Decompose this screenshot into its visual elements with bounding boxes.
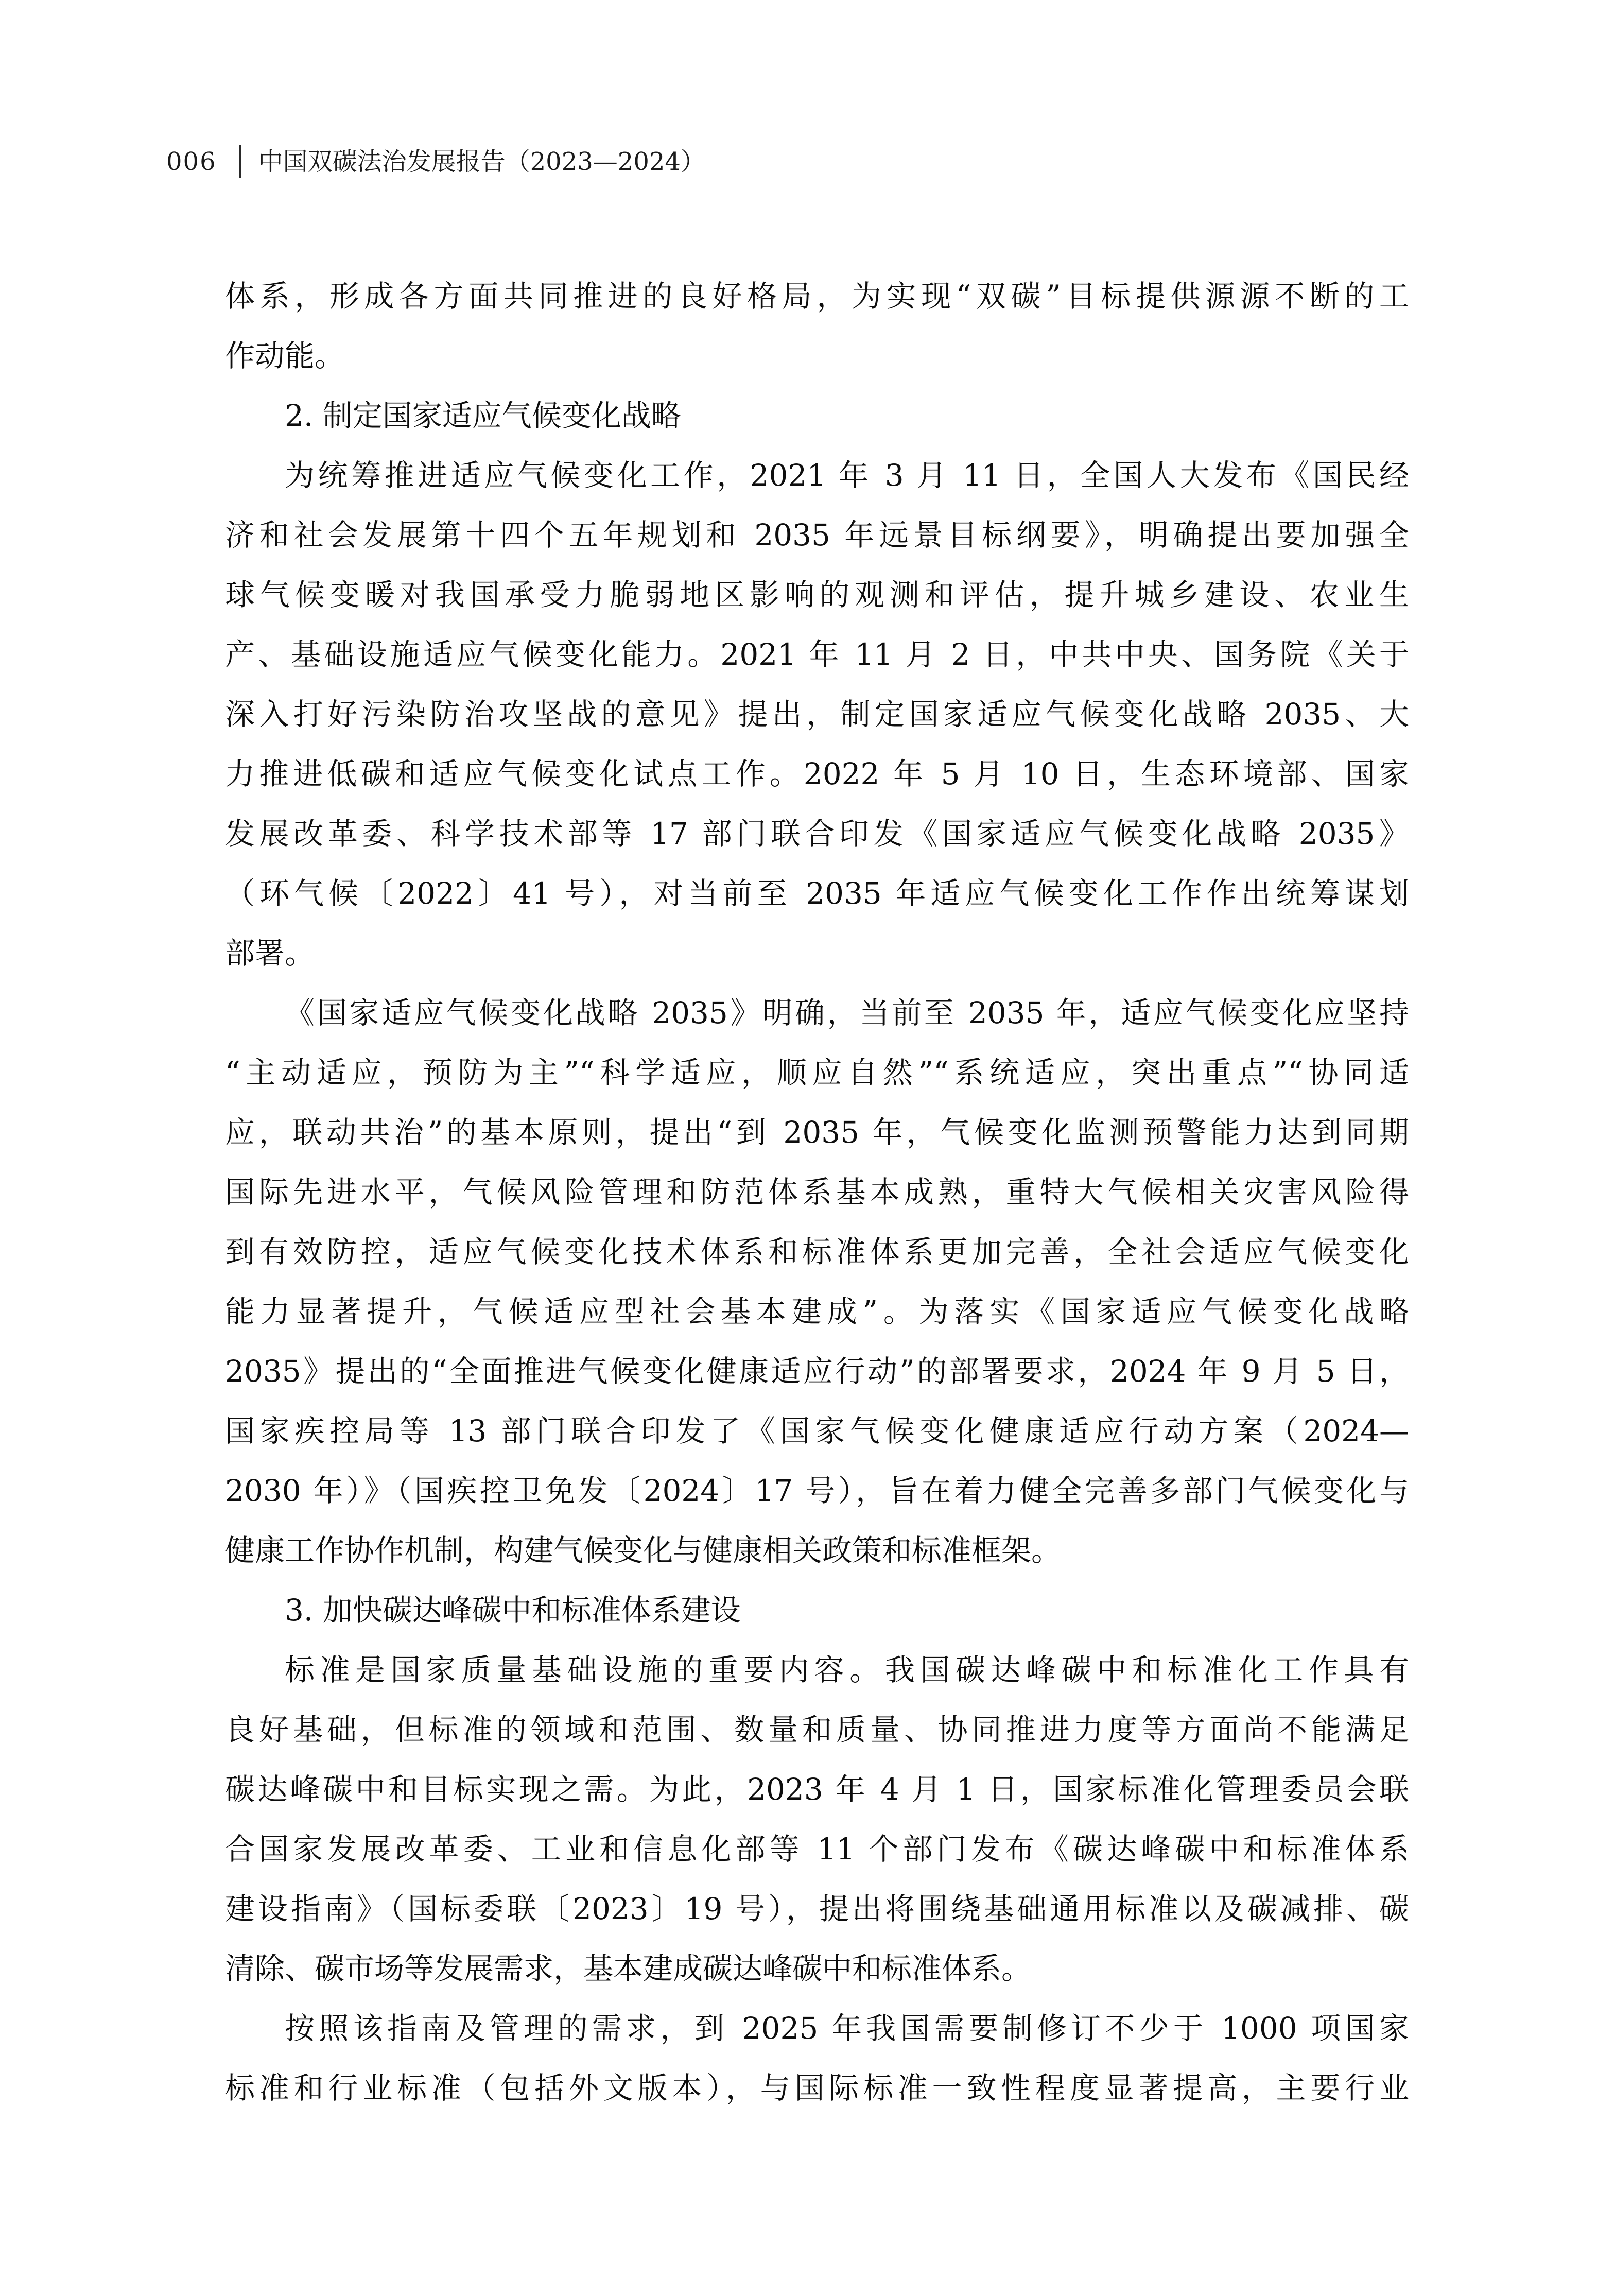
- text-line: 力推进低碳和适应气候变化试点工作。2022 年 5 月 10 日，生态环境部、国家: [225, 756, 1409, 791]
- text-line: 国际先进水平，气候风险管理和防范体系基本成熟，重特大气候相关灾害风险得: [225, 1175, 1409, 1210]
- text-line: 《国家适应气候变化战略 2035》明确，当前至 2035 年，适应气候变化应坚持: [285, 995, 1409, 1030]
- text-line: 部署。: [225, 936, 315, 971]
- text-line: 济和社会发展第十四个五年规划和 2035 年远景目标纲要》，明确提出要加强全: [225, 517, 1409, 553]
- text-line: 健康工作协作机制，构建气候变化与健康相关政策和标准框架。: [225, 1533, 1062, 1568]
- text-line: 标准是国家质量基础设施的重要内容。我国碳达峰碳中和标准化工作具有: [285, 1652, 1409, 1687]
- text-line: 标准和行业标准（包括外文版本），与国际标准一致性程度显著提高，主要行业: [225, 2070, 1409, 2105]
- text-line: 产、基础设施适应气候变化能力。2021 年 11 月 2 日，中共中央、国务院《关于: [225, 637, 1409, 672]
- text-line: 到有效防控，适应气候变化技术体系和标准体系更加完善，全社会适应气候变化: [225, 1234, 1409, 1269]
- text-line: 合国家发展改革委、工业和信息化部等 11 个部门发布《碳达峰碳中和标准体系: [225, 1832, 1409, 1867]
- section-heading: 3. 加快碳达峰碳中和标准体系建设: [285, 1593, 741, 1628]
- header-divider: [239, 145, 241, 178]
- text-line: 良好基础，但标准的领域和范围、数量和质量、协同推进力度等方面尚不能满足: [225, 1712, 1409, 1747]
- page-body: [225, 266, 1409, 2118]
- text-line: 深入打好污染防治攻坚战的意见》提出，制定国家适应气候变化战略 2035、大: [225, 697, 1409, 732]
- text-line: 能力显著提升，气候适应型社会基本建成”。为落实《国家适应气候变化战略: [225, 1294, 1409, 1329]
- text-line: （环气候〔2022〕41 号），对当前至 2035 年适应气候变化工作作出统筹谋划: [225, 876, 1409, 911]
- text-line: 按照该指南及管理的需求，到 2025 年我国需要制修订不少于 1000 项国家: [285, 2011, 1409, 2046]
- text-line: 建设指南》（国标委联〔2023〕19 号），提出将围绕基础通用标准以及碳减排、碳: [225, 1891, 1409, 1926]
- text-line: 发展改革委、科学技术部等 17 部门联合印发《国家适应气候变化战略 2035》: [225, 816, 1409, 851]
- text-line: 清除、碳市场等发展需求，基本建成碳达峰碳中和标准体系。: [225, 1951, 1032, 1986]
- text-line: “主动适应，预防为主”“科学适应，顺应自然”“系统适应，突出重点”“协同适: [225, 1055, 1409, 1090]
- page-header: [166, 143, 705, 180]
- text-line: 2035》提出的“全面推进气候变化健康适应行动”的部署要求，2024 年 9 月 5 日，: [225, 1354, 1409, 1389]
- book-title: 中国双碳法治发展报告（2023—2024）: [258, 147, 705, 176]
- text-line: 碳达峰碳中和目标实现之需。为此，2023 年 4 月 1 日，国家标准化管理委员会联: [225, 1772, 1409, 1807]
- text-line: 体系，形成各方面共同推进的良好格局，为实现“双碳”目标提供源源不断的工: [225, 279, 1409, 314]
- text-line: 为统筹推进适应气候变化工作，2021 年 3 月 11 日，全国人大发布《国民经: [285, 458, 1409, 493]
- text-line: 国家疾控局等 13 部门联合印发了《国家气候变化健康适应行动方案（2024—: [225, 1413, 1409, 1448]
- text-line: 球气候变暖对我国承受力脆弱地区影响的观测和评估，提升城乡建设、农业生: [225, 577, 1409, 612]
- page-number: 006: [166, 147, 217, 176]
- text-line: 应，联动共治”的基本原则，提出“到 2035 年，气候变化监测预警能力达到同期: [225, 1115, 1409, 1150]
- text-line: 作动能。: [225, 338, 345, 373]
- section-heading: 2. 制定国家适应气候变化战略: [285, 398, 681, 433]
- text-line: 2030 年）》（国疾控卫免发〔2024〕17 号），旨在着力健全完善多部门气候变化与: [225, 1473, 1409, 1508]
